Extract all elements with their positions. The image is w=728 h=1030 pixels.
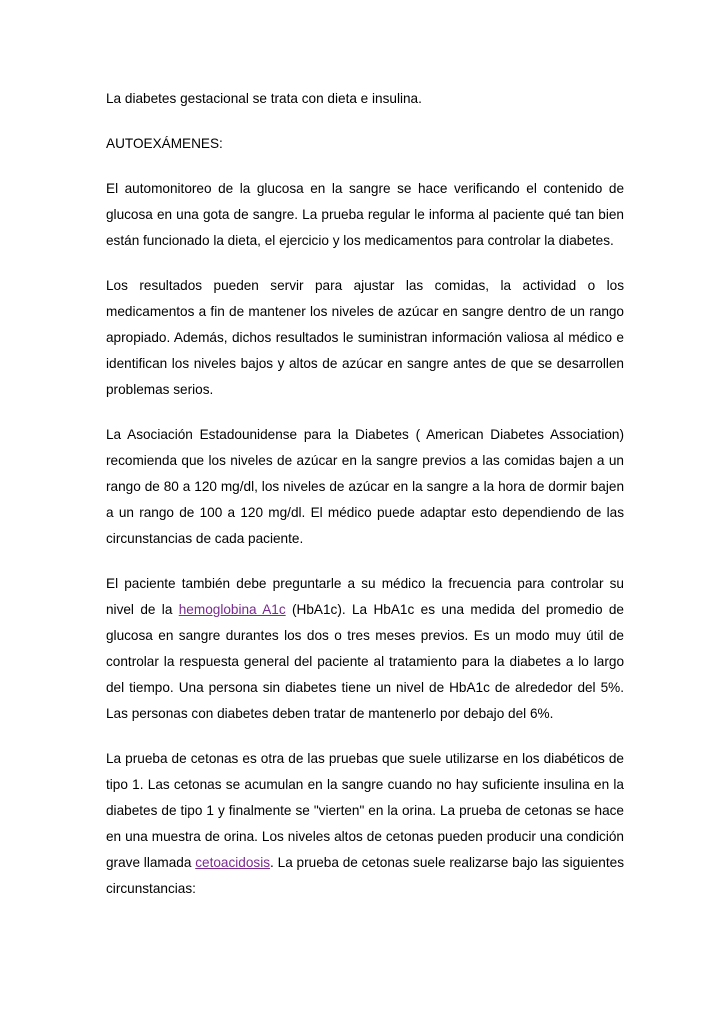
cetoacidosis-link[interactable]: cetoacidosis	[195, 855, 271, 870]
paragraph-ketones	[106, 746, 624, 902]
paragraph-ketones-text-start: La prueba de cetonas es otra de las pruebas que suele utilizarse en los diabéticos de tipo 1. Las cetonas se acumulan en la sangre cuando no hay suficiente insulina en la diabetes de tipo 1 y finalmente se "vierten" en la orina. La prueba de cetonas se hace en una muestra de orina. Los niveles altos de cetonas pueden producir una condición grave llamada	[106, 751, 624, 870]
paragraph-hba1c-text-start: El paciente también debe preguntarle a su médico la frecuencia para controlar su nivel de la	[106, 576, 624, 617]
paragraph-ketones-text-end: . La prueba de cetonas suele realizarse bajo las siguientes circunstancias:	[106, 855, 624, 896]
hemoglobina-a1c-link[interactable]: hemoglobina A1c	[178, 602, 286, 617]
paragraph-hba1c	[106, 571, 624, 727]
section-heading-autoexamenes: AUTOEXÁMENES:	[106, 136, 223, 151]
paragraph-hba1c-text-end: (HbA1c). La HbA1c es una medida del promedio de glucosa en sangre durantes los dos o tres meses previos. Es un modo muy útil de controlar la respuesta general del paciente al tratamiento para la diabetes a lo largo del tiempo. Una persona sin diabetes tiene un nivel de HbA1c de alrededor del 5%. Las personas con diabetes deben tratar de mantenerlo por debajo del 6%.	[106, 602, 624, 721]
paragraph-ada-recommendation: La Asociación Estadounidense para la Diabetes ( American Diabetes Association) recomienda que los niveles de azúcar en la sangre previos a las comidas bajen a un rango de 80 a 120 mg/dl, los niveles de azúcar en la sangre a la hora de dormir bajen a un rango de 100 a 120 mg/dl. El médico puede adaptar esto dependiendo de las circunstancias de cada paciente.	[106, 427, 624, 546]
document-page	[106, 86, 624, 921]
paragraph-self-monitoring: El automonitoreo de la glucosa en la sangre se hace verificando el contenido de glucosa en una gota de sangre. La prueba regular le informa al paciente qué tan bien están funcionado la dieta, el ejercicio y los medicamentos para controlar la diabetes.	[106, 181, 624, 248]
paragraph-gestational-diabetes: La diabetes gestacional se trata con dieta e insulina.	[106, 91, 422, 106]
paragraph-results: Los resultados pueden servir para ajustar las comidas, la actividad o los medicamentos a fin de mantener los niveles de azúcar en sangre dentro de un rango apropiado. Además, dichos resultados le suministran información valiosa al médico e identifican los niveles bajos y altos de azúcar en sangre antes de que se desarrollen problemas serios.	[106, 278, 624, 397]
